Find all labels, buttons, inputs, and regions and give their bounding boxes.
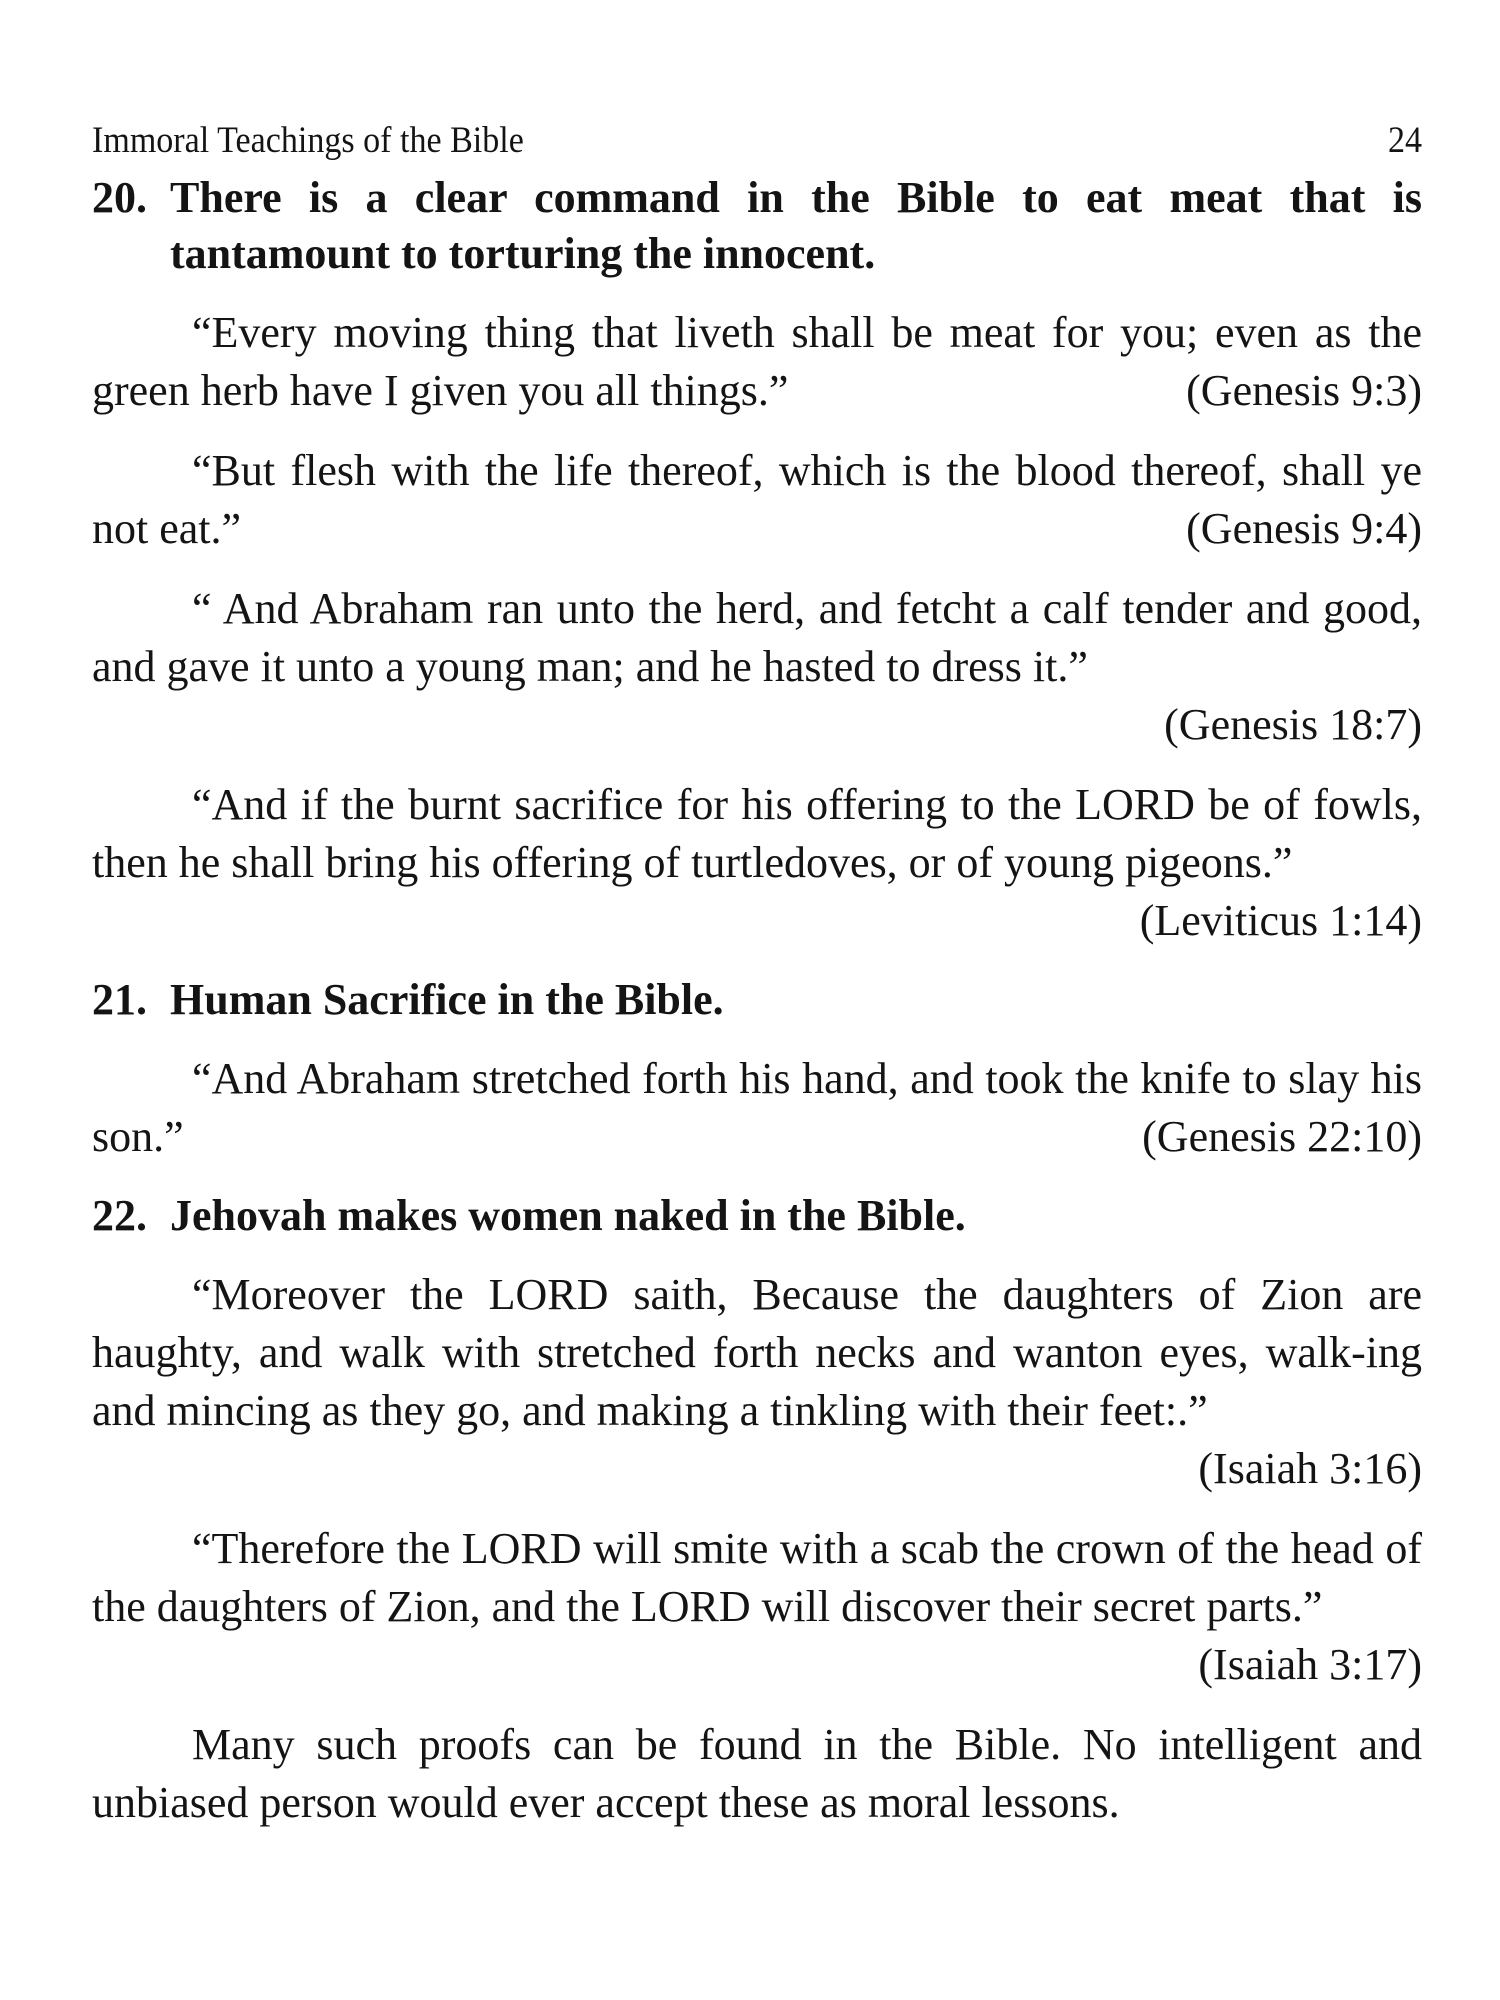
scripture-quote [92,304,1422,420]
scripture-quote [92,1266,1422,1498]
scripture-quote [92,1520,1422,1694]
section-21 [92,972,1422,1166]
quote-text: “And Abraham stretched forth his hand, and took the knife to slay his son.” [92,1054,1422,1161]
scripture-quote [92,580,1422,754]
running-header [92,118,1422,170]
scripture-reference: (Genesis 9:4) [1186,504,1422,553]
section-heading [92,972,1422,1028]
quote-text: “Moreover the LORD saith, Because the daughters of Zion are haughty, and walk with stretched forth necks and wanton eyes, walk-ing and mincing as they go, and making a tinkling with their feet:.” [92,1270,1422,1435]
book-page [92,118,1422,1832]
section-title: There is a clear command in the Bible to eat meat that is tantamount to torturing the innocent. [170,173,1422,278]
scripture-reference: (Genesis 9:3) [1186,366,1422,415]
quote-text: “Therefore the LORD will smite with a scab the crown of the head of the daughters of Zion, and the LORD will discover their secret parts.” [92,1524,1422,1631]
quote-text: “But flesh with the life thereof, which is the blood thereof, shall ye not eat.” [92,446,1422,553]
section-20 [92,170,1422,950]
scripture-quote [92,442,1422,558]
scripture-reference: (Leviticus 1:14) [1139,896,1422,945]
scripture-reference: (Isaiah 3:17) [1198,1640,1422,1689]
section-22 [92,1188,1422,1694]
scripture-reference: (Genesis 18:7) [1164,700,1422,749]
scripture-reference: (Genesis 22:10) [1142,1112,1422,1161]
scripture-quote [92,1050,1422,1166]
closing-paragraph: Many such proofs can be found in the Bible. No intelligent and unbiased person would ever accept these as moral lessons. [92,1720,1422,1827]
section-title: Jehovah makes women naked in the Bible. [170,1191,966,1240]
quote-text: “Every moving thing that liveth shall be meat for you; even as the green herb have I given you all things.” [92,308,1422,415]
section-number: 20. [92,173,147,222]
section-heading [92,170,1422,282]
page-number: 24 [1388,120,1423,161]
quote-text: “And if the burnt sacrifice for his offering to the LORD be of fowls, then he shall bring his offering of turtledoves, or of young pigeons.” [92,780,1422,887]
section-number: 22. [92,1191,147,1240]
section-title: Human Sacrifice in the Bible. [170,975,724,1024]
book-title: Immoral Teachings of the Bible [92,120,524,161]
scripture-quote [92,776,1422,950]
scripture-reference: (Isaiah 3:16) [1198,1444,1422,1493]
quote-text: “ And Abraham ran unto the herd, and fetcht a calf tender and good, and gave it unto a young man; and he hasted to dress it.” [92,584,1422,691]
section-number: 21. [92,975,147,1024]
section-heading [92,1188,1422,1244]
